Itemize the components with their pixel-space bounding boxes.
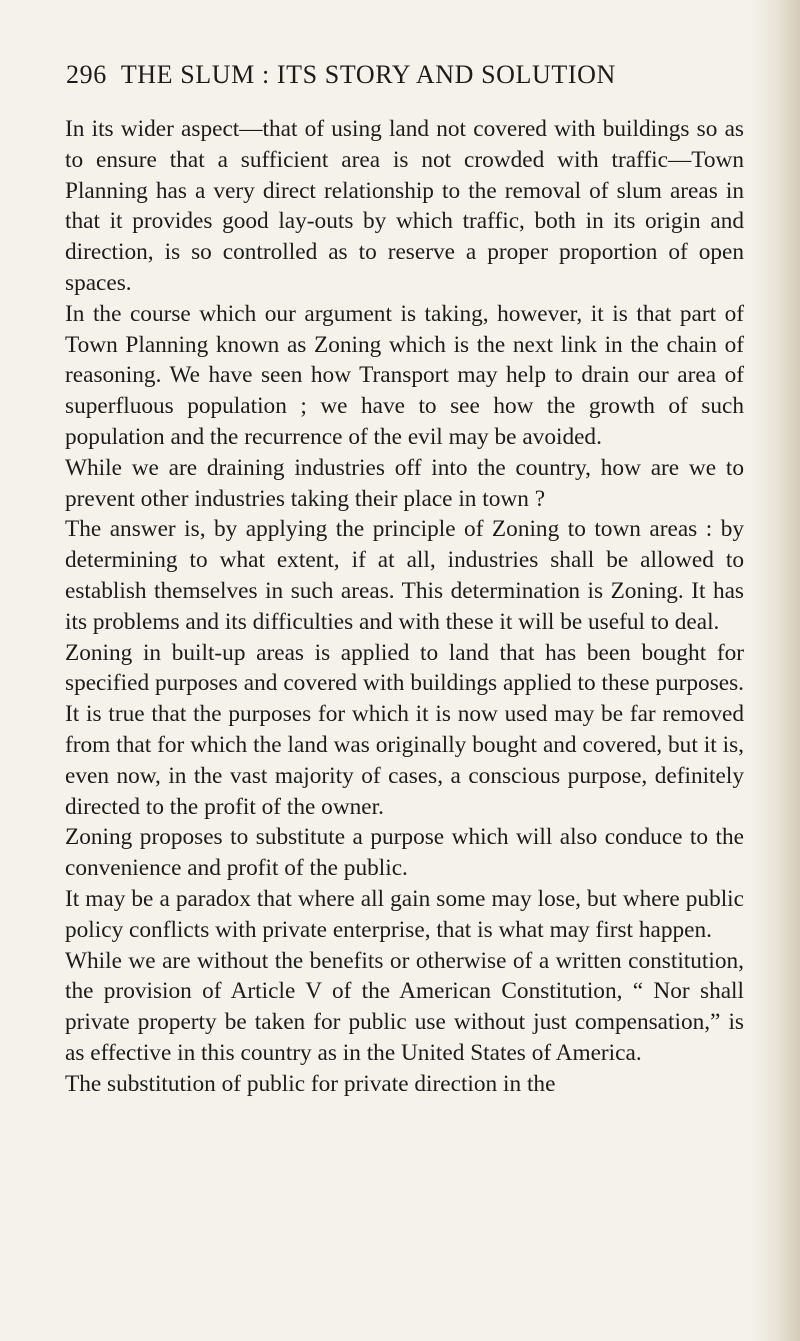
paragraph: It may be a paradox that where all gain some may lose, but where public policy conflicts with private enterprise, that is what may first happen.: [65, 885, 744, 943]
paragraph: Zoning in built-up areas is applied to land that has been bought for specified purposes and covered with buildings applied to these purposes. It is true that the purposes for which it is now used may be far removed from that for which the land was originally bought and covered, but it is, even now, in the vast majority of cases, a conscious purpose, definitely directed to the profit of the owner.: [65, 639, 744, 820]
running-head: [66, 60, 766, 90]
paragraph: While we are draining industries off into the country, how are we to prevent other industries taking their place in town ?: [65, 454, 744, 512]
running-title: THE SLUM : ITS STORY AND SOLUTION: [120, 60, 616, 89]
paragraph: The substitution of public for private direction in the: [65, 1070, 556, 1097]
paragraph: In its wider aspect—that of using land not covered with buildings so as to ensure that a sufficient area is not crowded with traffic—Town Planning has a very direct relationship to the removal of slum areas in that it provides good lay-outs by which traffic, both in its origin and direction, is so controlled as to reserve a proper proportion of open spaces.: [65, 116, 744, 296]
paragraph: Zoning proposes to substitute a purpose which will also conduce to the convenience and profit of the public.: [65, 824, 744, 882]
body-text: [65, 114, 744, 1100]
paragraph: The answer is, by applying the principle of Zoning to town areas : by determining to what extent, if at all, industries shall be allowed to establish themselves in such areas. This determination is Zoning. It has its problems and its difficulties and with these it will be useful to deal.: [65, 516, 744, 635]
paragraph: In the course which our argument is taking, however, it is that part of Town Planning known as Zoning which is the next link in the chain of reasoning. We have seen how Transport may help to drain our area of superfluous population ; we have to see how the growth of such population and the recurrence of the evil may be avoided.: [65, 300, 744, 450]
page-number: 296: [66, 60, 107, 89]
page-edge-shadow: [752, 0, 800, 1341]
paragraph: While we are without the benefits or otherwise of a written constitution, the provision of Article V of the American Constitution, “ Nor shall private property be taken for public use without just compensation,” is as effective in this country as in the United States of America.: [65, 947, 744, 1066]
